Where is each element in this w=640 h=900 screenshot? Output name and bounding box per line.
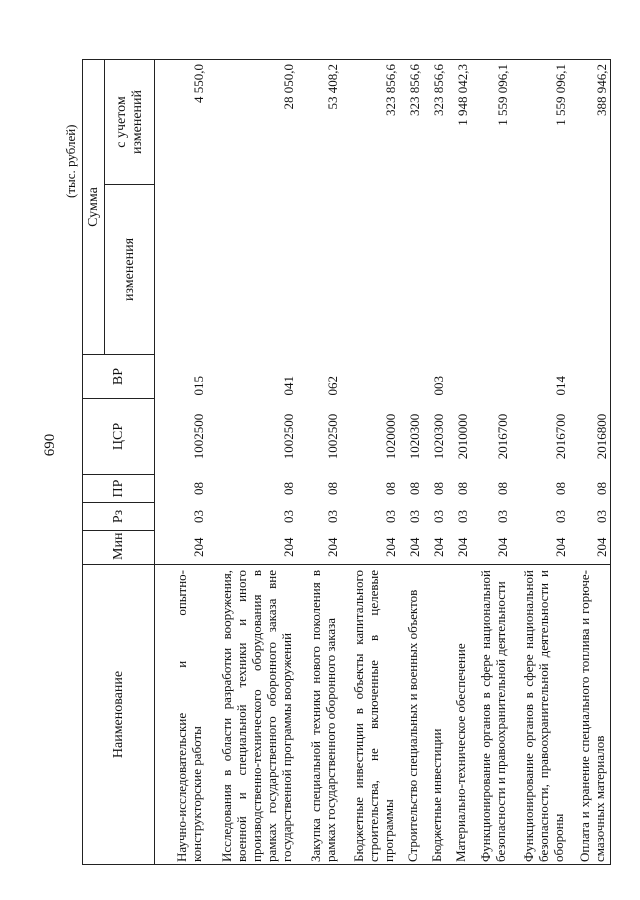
row-vr (447, 355, 471, 399)
row-csr: 2016800 (569, 399, 611, 475)
row-changes (569, 185, 611, 355)
row-rz: 03 (552, 510, 568, 523)
row-rz: 03 (324, 510, 340, 523)
row-pr: 08 (382, 482, 398, 495)
row-vr (341, 355, 399, 399)
row-changes (207, 185, 297, 355)
row-rz: 03 (280, 510, 296, 523)
row-min: 204 (569, 531, 611, 565)
row-total: 1 948 042,3 (447, 60, 471, 185)
row-total: 1 559 096,1 (511, 60, 569, 185)
row-total: 323 856,6 (399, 60, 423, 185)
row-total: 28 050,0 (207, 60, 297, 185)
row-name: Научно-исследовательские и опытно-конструкторские работы (155, 565, 207, 865)
row-min: 204 (406, 537, 422, 557)
row-rz: 03 (569, 503, 611, 531)
row-rz: 03 (190, 510, 206, 523)
table-header-row (83, 60, 105, 865)
row-csr: 1002500 (280, 413, 296, 460)
row-vr (471, 355, 511, 399)
row-vr: 041 (280, 376, 296, 396)
row-total: 4 550,0 (155, 60, 207, 185)
table-row (341, 60, 399, 865)
table-row (471, 60, 511, 865)
row-min: 204 (454, 537, 470, 557)
row-vr: 014 (552, 376, 568, 396)
row-total: 388 946,2 (569, 60, 611, 185)
header-rz: Рз (83, 503, 155, 531)
row-csr: 2016700 (494, 413, 510, 460)
row-min: 204 (190, 537, 206, 557)
rotated-page (40, 45, 609, 865)
row-name: Закупка специальной техники нового поколения в рамках государственного оборонного заказа (297, 565, 341, 865)
row-name: Функционирование органов в сфере национальной безопасности, правоохранительной деятельности и обороны (511, 565, 569, 865)
row-pr: 08 (324, 482, 340, 495)
row-changes (399, 185, 423, 355)
units-label: (тыс. рублей) (63, 124, 78, 198)
row-changes (297, 185, 341, 355)
row-min: 204 (494, 537, 510, 557)
row-csr: 1002500 (190, 413, 206, 460)
row-vr: 003 (430, 376, 446, 396)
row-pr: 08 (552, 482, 568, 495)
row-pr: 08 (454, 482, 470, 495)
row-total: 323 856,6 (341, 60, 399, 185)
row-pr: 08 (280, 482, 296, 495)
row-vr: 015 (190, 376, 206, 396)
row-name: Строительство специальных и военных объектов (399, 565, 423, 865)
row-name: Бюджетные инвестиции (423, 565, 447, 865)
row-rz: 03 (382, 510, 398, 523)
table-row (207, 60, 297, 865)
table-row (155, 60, 207, 865)
row-min: 204 (382, 537, 398, 557)
row-changes (471, 185, 511, 355)
row-name: Исследования в области разработки вооружения, военной и специальной техники и иного производственно-технического оборудования в рамках государственного оборонного заказа вне государственной программы вооружений (207, 565, 297, 865)
row-vr (569, 355, 611, 399)
header-changes: изменения (105, 185, 155, 355)
table-row (447, 60, 471, 865)
header-name: Наименование (83, 565, 155, 865)
row-changes (447, 185, 471, 355)
row-rz: 03 (406, 510, 422, 523)
row-changes (423, 185, 447, 355)
row-total: 323 856,6 (423, 60, 447, 185)
row-csr: 1020300 (406, 413, 422, 460)
row-name: Материально-техническое обеспечение (447, 565, 471, 865)
table-row (511, 60, 569, 865)
row-csr: 2016700 (552, 413, 568, 460)
table-row (399, 60, 423, 865)
page-number: 690 (42, 433, 58, 457)
row-csr: 1020300 (430, 413, 446, 460)
row-vr (399, 355, 423, 399)
row-min: 204 (430, 537, 446, 557)
row-pr: 08 (190, 482, 206, 495)
row-name: Оплата и хранение специального топлива и горюче-смазочных материалов (569, 565, 611, 865)
header-vr: ВР (83, 355, 155, 399)
table-row (297, 60, 341, 865)
budget-table (82, 59, 611, 865)
row-name: Бюджетные инвестиции в объекты капитального строительства, не включенные в целевые программы (341, 565, 399, 865)
row-total: 53 408,2 (297, 60, 341, 185)
row-min: 204 (324, 537, 340, 557)
header-with-changes: с учетом изменений (105, 60, 155, 185)
row-vr: 062 (324, 376, 340, 396)
row-name: Функционирование органов в сфере национальной безопасности и правоохранительной деятельности (471, 565, 511, 865)
table-row (423, 60, 447, 865)
row-pr: 08 (430, 482, 446, 495)
row-total: 1 559 096,1 (471, 60, 511, 185)
row-changes (341, 185, 399, 355)
row-min: 204 (552, 537, 568, 557)
row-changes (511, 185, 569, 355)
row-csr: 1002500 (324, 413, 340, 460)
header-csr: ЦСР (83, 399, 155, 475)
row-rz: 03 (494, 510, 510, 523)
row-min: 204 (280, 537, 296, 557)
row-pr: 08 (494, 482, 510, 495)
row-csr: 2010000 (454, 413, 470, 460)
table-row (569, 60, 611, 865)
header-pr: ПР (83, 475, 155, 503)
row-changes (155, 185, 207, 355)
row-rz: 03 (430, 510, 446, 523)
row-pr: 08 (569, 475, 611, 503)
row-rz: 03 (454, 510, 470, 523)
row-pr: 08 (406, 482, 422, 495)
header-min: Мин (83, 531, 155, 565)
row-csr: 1020000 (382, 413, 398, 460)
header-sum: Сумма (83, 60, 105, 355)
